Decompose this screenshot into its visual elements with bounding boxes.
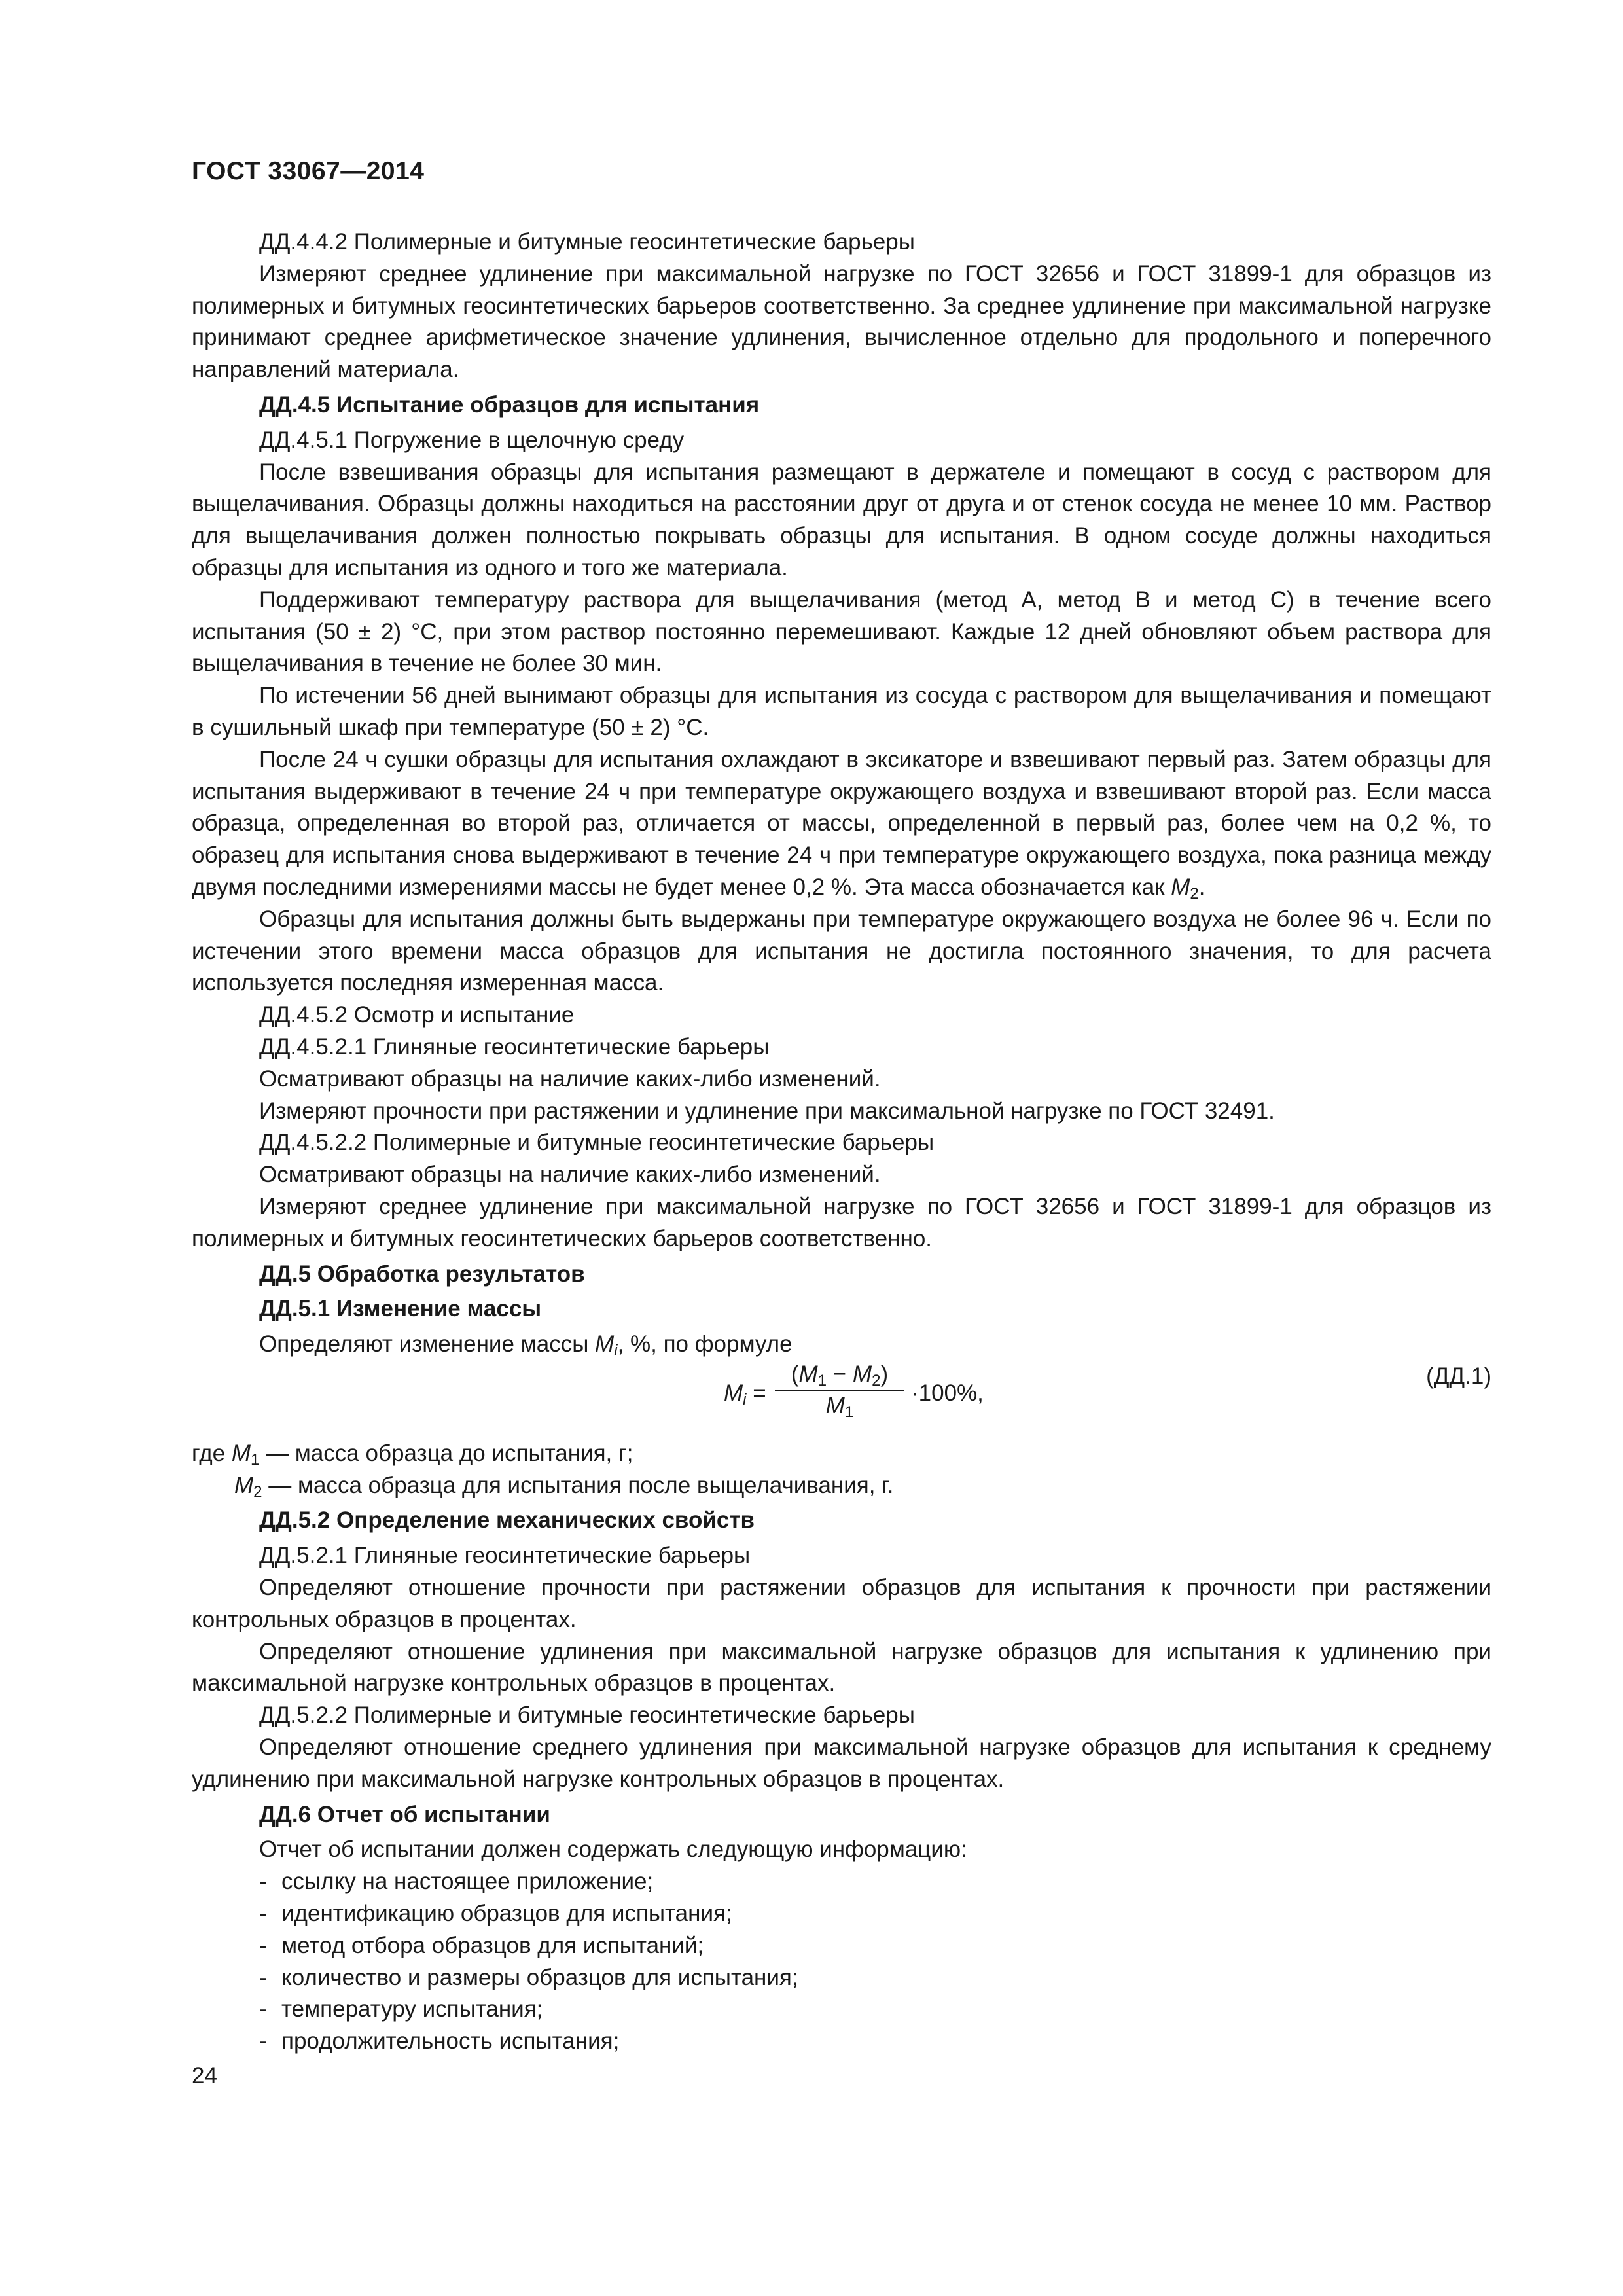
report-contents-list: [192, 1866, 1491, 2058]
subscript: 2: [1190, 884, 1199, 903]
symbol: M: [1171, 874, 1190, 900]
list-item: [192, 1898, 1491, 1930]
fraction-bar: [775, 1390, 904, 1391]
subscript: i: [743, 1390, 747, 1408]
paragraph-text: , %, по формуле: [617, 1331, 793, 1357]
definition-line: [192, 1470, 1491, 1502]
paragraph: Образцы для испытания должны быть выдержаны при температуре окружающего воздуха не более 96 ч. Если по истечении этого времени масса образцов для испытания не достигла постоянного значения, то для расчета используется последняя измеренная масса.: [192, 906, 1491, 996]
list-item-text: продолжительность испытания;: [281, 2028, 620, 2054]
list-item: [192, 1930, 1491, 1962]
list-item-text: ссылку на настоящее приложение;: [281, 1869, 654, 1895]
symbol: M: [724, 1380, 743, 1406]
paragraph: Осматривают образцы на наличие каких-либо изменений.: [259, 1162, 881, 1188]
document-body: [192, 226, 1491, 2058]
document-id-header: ГОСТ 33067—2014: [192, 157, 425, 185]
list-item: [192, 1962, 1491, 1994]
clause-heading: ДД.4.5.2 Осмотр и испытание: [259, 1002, 575, 1028]
list-item: [192, 1994, 1491, 2026]
definition-text: — масса образца для испытания после выщелачивания, г.: [262, 1472, 894, 1498]
definition-line: [192, 1438, 1491, 1470]
definition-prefix: где: [192, 1440, 232, 1466]
clause-heading: ДД.5.2.1 Глиняные геосинтетические барьеры: [259, 1543, 751, 1569]
paragraph: [192, 744, 1491, 904]
fraction-denominator: [825, 1392, 854, 1421]
paragraph: Поддерживают температуру раствора для выщелачивания (метод А, метод В и метод С) в течение всего испытания (50 ± 2) °С, при этом раствор постоянно перемешивают. Каждые 12 дней обновляют объем раствора для выщелачивания в течение не более 30 мин.: [192, 586, 1491, 677]
clause-heading: ДД.4.5.2.2 Полимерные и битумные геосинтетические барьеры: [259, 1130, 935, 1156]
formula-fraction: [775, 1361, 904, 1420]
symbol: M: [595, 1331, 615, 1357]
paragraph: Отчет об испытании должен содержать следующую информацию:: [259, 1837, 967, 1863]
formula-multiplier: ·100%,: [911, 1380, 984, 1406]
list-item-text: количество и размеры образцов для испытания;: [281, 1964, 798, 1990]
list-item-text: метод отбора образцов для испытаний;: [281, 1932, 704, 1958]
paragraph-end: .: [1198, 874, 1205, 900]
paragraph: Осматривают образцы на наличие каких-либо изменений.: [259, 1066, 881, 1092]
paren: (: [791, 1361, 799, 1387]
paragraph: После взвешивания образцы для испытания размещают в держателе и помещают в сосуд с раствором для выщелачивания. Образцы должны находиться на расстоянии друг от друга и от стенок сосуда не менее 10 мм. Раствор для выщелачивания должен полностью покрывать образцы для испытания. В одном сосуде должны находиться образцы для испытания из одного и того же материала.: [192, 459, 1491, 581]
symbol: M: [852, 1361, 872, 1387]
section-heading: ДД.5 Обработка результатов: [259, 1261, 585, 1287]
subscript: 2: [872, 1371, 881, 1390]
list-dash: -: [259, 1901, 267, 1927]
minus-sign: −: [827, 1361, 853, 1387]
list-dash: -: [259, 1932, 267, 1958]
symbol: M: [234, 1472, 254, 1498]
paragraph: Измеряют среднее удлинение при максимальной нагрузке по ГОСТ 32656 и ГОСТ 31899-1 для образцов из полимерных и битумных геосинтетических барьеров соответственно. За среднее удлинение при максимальной нагрузке принимают среднее арифметическое значение удлинения, вычисленное отдельно для продольного и поперечного направлений материала.: [192, 260, 1491, 383]
symbol: M: [231, 1440, 251, 1466]
formula-definitions: [192, 1438, 1491, 1502]
paragraph: Измеряют среднее удлинение при максимальной нагрузке по ГОСТ 32656 и ГОСТ 31899-1 для образцов из полимерных и битумных геосинтетических барьеров соответственно.: [192, 1193, 1491, 1251]
paragraph-text: После 24 ч сушки образцы для испытания охлаждают в эксикаторе и взвешивают первый раз. Затем образцы для испытания выдерживают в течение 24 ч при температуре окружающего воздуха и взвешивают второй раз. Если масса образца, определенная во второй раз, отличается от массы, определенной в первый раз, более чем на 0,2 %, то образец для испытания снова выдерживают в течение 24 ч при температуре окружающего воздуха, пока разница между двумя последними измерениями массы не будет менее 0,2 %. Эта масса обозначается как: [192, 746, 1491, 900]
section-heading: ДД.6 Отчет об испытании: [259, 1801, 550, 1827]
paragraph: Определяют отношение прочности при растяжении образцов для испытания к прочности при растяжении контрольных образцов в процентах.: [192, 1575, 1491, 1632]
subscript: i: [614, 1342, 618, 1360]
subscript: 2: [253, 1482, 262, 1501]
paragraph: Измеряют прочности при растяжении и удлинение при максимальной нагрузке по ГОСТ 32491.: [259, 1098, 1275, 1124]
formula-dd1: [192, 1361, 1491, 1438]
clause-heading: ДД.5.2.2 Полимерные и битумные геосинтетические барьеры: [259, 1702, 915, 1729]
clause-heading: ДД.4.5.1 Погружение в щелочную среду: [259, 427, 685, 453]
list-item: [192, 2026, 1491, 2058]
list-item: [192, 1866, 1491, 1898]
paren: ): [880, 1361, 889, 1387]
subscript: 1: [817, 1371, 827, 1390]
symbol: M: [825, 1392, 845, 1418]
list-dash: -: [259, 1964, 267, 1990]
subscript: 1: [844, 1403, 854, 1421]
formula-lhs: [724, 1378, 766, 1410]
section-heading: ДД.4.5 Испытание образцов для испытания: [259, 391, 760, 418]
list-dash: -: [259, 2028, 267, 2054]
formula-number: (ДД.1): [1426, 1363, 1491, 1389]
paragraph: [192, 1329, 1491, 1361]
subscript: 1: [250, 1450, 260, 1469]
page-number: 24: [192, 2063, 217, 2089]
list-dash: -: [259, 1869, 267, 1895]
paragraph-text: Определяют изменение массы: [259, 1331, 596, 1357]
paragraph: Определяют отношение среднего удлинения при максимальной нагрузке образцов для испытания к среднему удлинению при максимальной нагрузке контрольных образцов в процентах.: [192, 1734, 1491, 1792]
definition-text: — масса образца до испытания, г;: [259, 1440, 633, 1466]
clause-heading: ДД.4.4.2 Полимерные и битумные геосинтетические барьеры: [259, 229, 915, 255]
list-dash: -: [259, 1996, 267, 2022]
equals-sign: =: [746, 1380, 766, 1406]
section-heading: ДД.5.1 Изменение массы: [259, 1296, 542, 1322]
formula-expression: [724, 1361, 1221, 1438]
list-item-text: идентификацию образцов для испытания;: [281, 1901, 732, 1927]
clause-heading: ДД.4.5.2.1 Глиняные геосинтетические барьеры: [259, 1033, 770, 1060]
fraction-numerator: [791, 1361, 889, 1390]
section-heading: ДД.5.2 Определение механических свойств: [259, 1507, 755, 1534]
symbol: M: [798, 1361, 818, 1387]
paragraph: По истечении 56 дней вынимают образцы для испытания из сосуда с раствором для выщелачивания и помещают в сушильный шкаф при температуре (50 ± 2) °С.: [192, 683, 1491, 740]
paragraph: Определяют отношение удлинения при максимальной нагрузке образцов для испытания к удлинению при максимальной нагрузке контрольных образцов в процентах.: [192, 1638, 1491, 1696]
list-item-text: температуру испытания;: [281, 1996, 543, 2022]
